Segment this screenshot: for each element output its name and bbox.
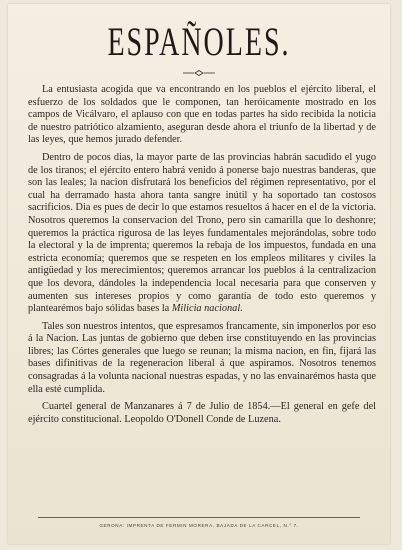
paragraph-2-text: Dentro de pocos dias, la mayor parte de las provincias habrán sacudido el yugo de los tiranos; el ejército entero habrá venido á ponerse bajo nuestras banderas, que son las leales; la nacion disfrutará los beneficios del régimen representativo, por el cual ha derramado hasta ahora tanta sangre inútil y ha soportado tan costosos sacrificios. Dia es pues de decir lo que estamos resueltos á hacer en el de la victoria. Nosotros queremos la conservacion del Trono, pero sin camarilla que lo deshonre; queremos la práctica rigurosa de las leyes fundamentales mejorándolas, sobre todo la electoral y la de imprenta; queremos la rebaja de los impuestos, fundada en una estricta economía; queremos que se respeten en los empleos militares y civiles la antigüedad y los merecimientos; queremos arrancar los pueblos á la centralizacion que los devora, dándoles la independencia local necesaria para que conserven y aumenten sus intereses propios y como garantía de todo esto queremos y plantearémos bajo sólidas bases la [28, 151, 376, 315]
paragraph-3: Tales son nuestros intentos, que espresamos francamente, sin imponerlos por eso á la Nacion. Las juntas de gobierno que deben irse constituyendo en las provincias libres; las Córtes generales que luego se reunan; la misma nacion, en fin, fijará las bases difinitivas de la regeneracion liberal á que aspiramos. Nosotros tenemos consagradas á la volunta nacional nuestras espadas, y no las envainarémos hasta que ella esté cumplida. [28, 320, 376, 395]
printer-imprint: GERONA: IMPRENTA DE FERMIN MORERA, BAJADA DE LA CARCEL, N.° 7. [99, 523, 299, 528]
signature-paragraph: Cuartel general de Manzanares á 7 de Julio de 1854.—El general en gefe del ejército constitucional. Leopoldo O'Donell Conde de Luzena. [28, 401, 376, 425]
footer-rule [38, 517, 360, 518]
title-ornament [183, 70, 215, 76]
paragraph-2 [28, 152, 376, 316]
document-title: ESPAÑOLES. [107, 20, 291, 65]
proclamation-sheet [8, 4, 390, 544]
militia-phrase: Milicia nacional. [171, 303, 243, 315]
document-body [28, 84, 376, 431]
paragraph-1: La entusiasta acogida que va encontrando en los pueblos el ejército liberal, el esfuerzo de los soldados que le componen, tan heróicamente mostrado en los campos de Vicálvaro, el aplauso con que en todas partes ha sido recibida la noticia de nuestro patriótico alzamiento, aseguran desde ahora el triunfo de la libertad y de las leyes, que hemos jurado defender. [28, 84, 376, 146]
